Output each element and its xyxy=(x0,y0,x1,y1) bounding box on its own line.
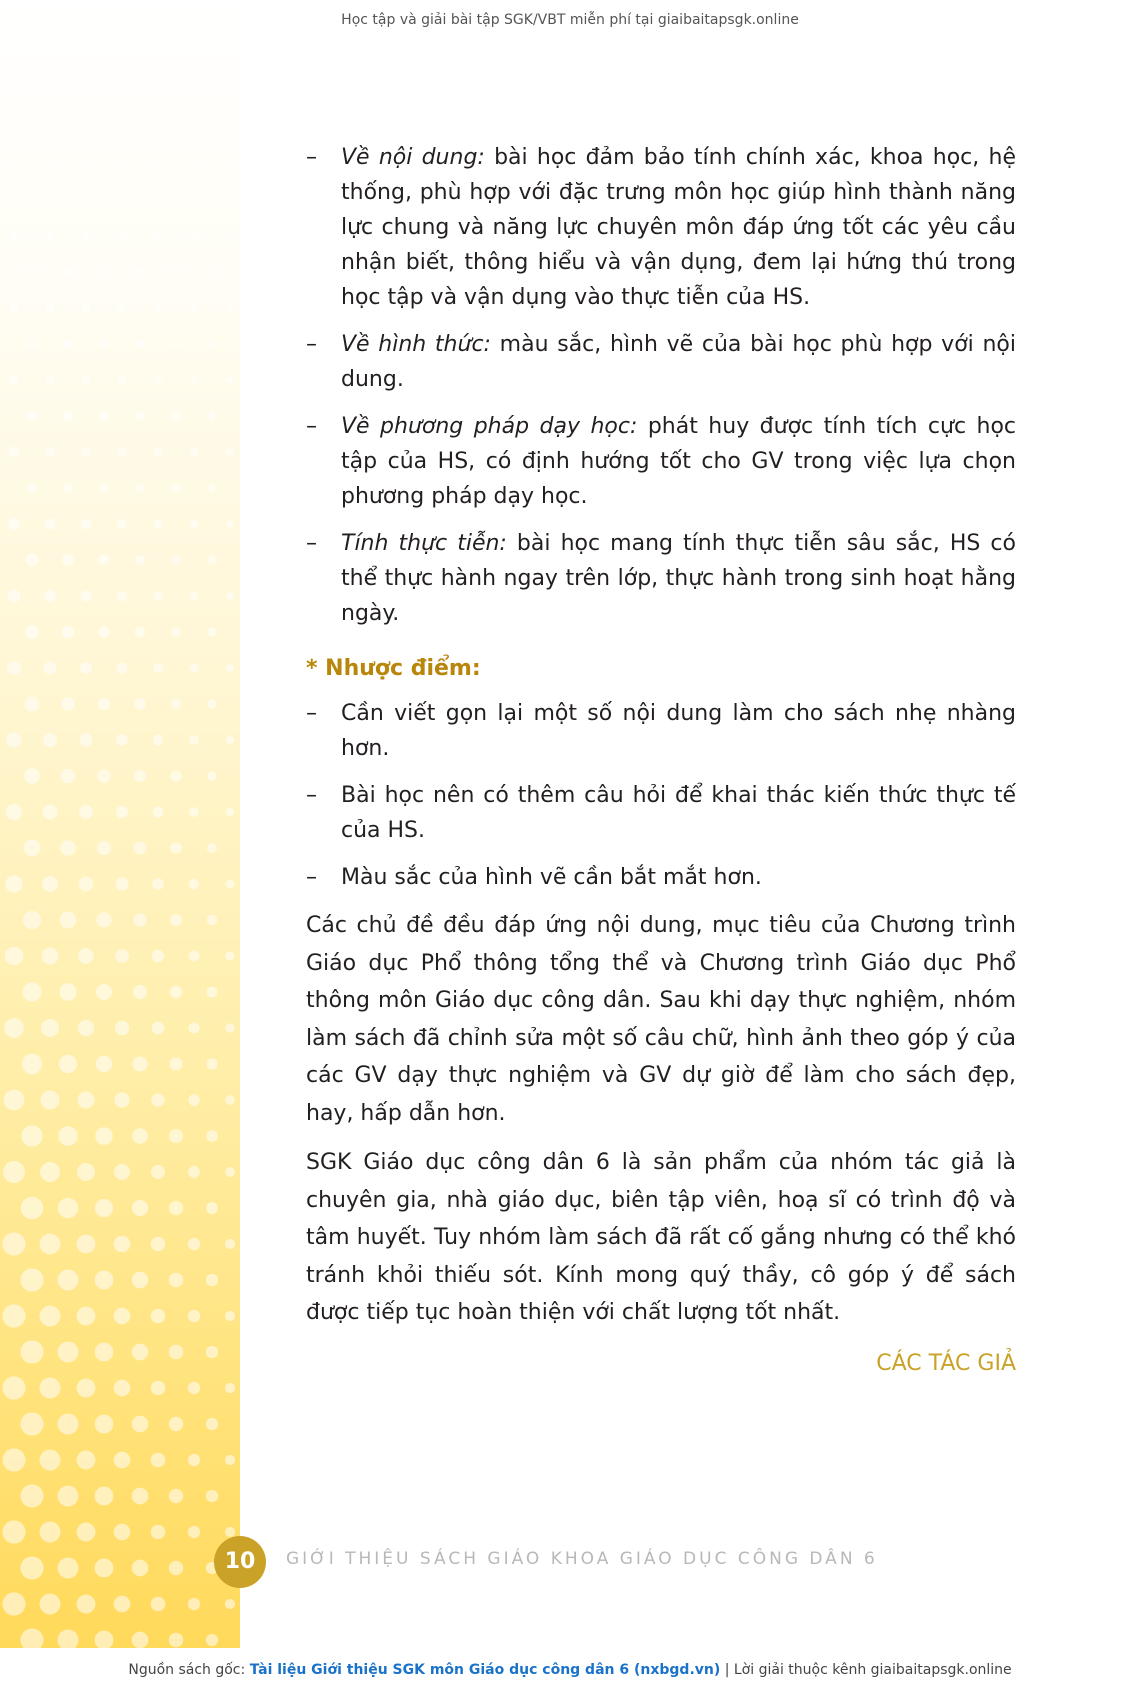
dash-bullet: – xyxy=(306,865,317,890)
item-lead: Về nội dung: xyxy=(341,145,485,170)
disadvantages-heading: * Nhược điểm: xyxy=(306,656,481,681)
item-text: Bài học nên có thêm câu hỏi để khai thác kiến thức thực tế của HS. xyxy=(341,783,1016,843)
item-lead: Về hình thức: xyxy=(341,332,491,357)
source-suffix: | Lời giải thuộc kênh giaibaitapsgk.online xyxy=(720,1662,1012,1678)
dash-bullet: – xyxy=(306,332,317,357)
dash-bullet: – xyxy=(306,145,317,170)
running-title: GIỚI THIỆU SÁCH GIÁO KHOA GIÁO DỤC CÔNG DÂN 6 xyxy=(286,1549,878,1569)
source-link[interactable]: Tài liệu Giới thiệu SGK môn Giáo dục công dân 6 (nxbgd.vn) xyxy=(249,1662,721,1678)
list-item xyxy=(306,778,1016,848)
item-text: Cần viết gọn lại một số nội dung làm cho sách nhẹ nhàng hơn. xyxy=(341,701,1016,761)
list-item xyxy=(306,409,1016,514)
item-lead: Tính thực tiễn: xyxy=(341,531,507,556)
item-text: Màu sắc của hình vẽ cần bắt mắt hơn. xyxy=(341,865,762,890)
body-paragraph: Các chủ đề đều đáp ứng nội dung, mục tiêu của Chương trình Giáo dục Phổ thông tổng thể và Chương trình Giáo dục Phổ thông môn Giáo dục công dân. Sau khi dạy thực nghiệm, nhóm làm sách đã chỉnh sửa một số câu chữ, hình ảnh theo góp ý của các GV dạy thực nghiệm và GV dự giờ để làm cho sách đẹp, hay, hấp dẫn hơn. xyxy=(306,913,1016,1126)
source-prefix: Nguồn sách gốc: xyxy=(128,1662,250,1678)
dash-bullet: – xyxy=(306,414,317,439)
list-item xyxy=(306,327,1016,397)
list-item xyxy=(306,526,1016,631)
decorative-side-band xyxy=(0,0,240,1648)
header-banner: Học tập và giải bài tập SGK/VBT miễn phí tại giaibaitapsgk.online xyxy=(341,12,799,28)
page-number-badge: 10 xyxy=(214,1536,266,1588)
source-footer xyxy=(0,1662,1140,1678)
dash-bullet: – xyxy=(306,701,317,726)
item-text: bài học đảm bảo tính chính xác, khoa học, hệ thống, phù hợp với đặc trưng môn học giúp hình thành năng lực chung và năng lực chuyên môn đáp ứng tốt các yêu cầu nhận biết, thông hiểu và vận dụng, đem lại hứng thú trong học tập và vận dụng vào thực tiễn của HS. xyxy=(341,145,1016,310)
dot-pattern-icon xyxy=(0,0,240,1648)
item-text: phát huy được tính tích cực học tập của HS, có định hướng tốt cho GV trong việc lựa chọn phương pháp dạy học. xyxy=(341,414,1017,509)
dash-bullet: – xyxy=(306,531,317,556)
item-text: màu sắc, hình vẽ của bài học phù hợp với nội dung. xyxy=(341,332,1016,392)
main-content xyxy=(306,140,1016,1381)
authors-signature: CÁC TÁC GIẢ xyxy=(876,1350,1016,1376)
item-lead: Về phương pháp dạy học: xyxy=(341,414,638,439)
disadvantages-list xyxy=(306,696,1016,895)
list-item xyxy=(306,140,1016,315)
advantages-list xyxy=(306,140,1016,631)
body-paragraph: SGK Giáo dục công dân 6 là sản phẩm của nhóm tác giả là chuyên gia, nhà giáo dục, biên tập viên, hoạ sĩ có trình độ và tâm huyết. Tuy nhóm làm sách đã rất cố gắng nhưng có thể khó tránh khỏi thiếu sót. Kính mong quý thầy, cô góp ý để sách được tiếp tục hoàn thiện với chất lượng tốt nhất. xyxy=(306,1150,1016,1325)
item-text: bài học mang tính thực tiễn sâu sắc, HS có thể thực hành ngay trên lớp, thực hành trong sinh hoạt hằng ngày. xyxy=(341,531,1016,626)
list-item xyxy=(306,860,1016,895)
list-item xyxy=(306,696,1016,766)
dash-bullet: – xyxy=(306,783,317,808)
